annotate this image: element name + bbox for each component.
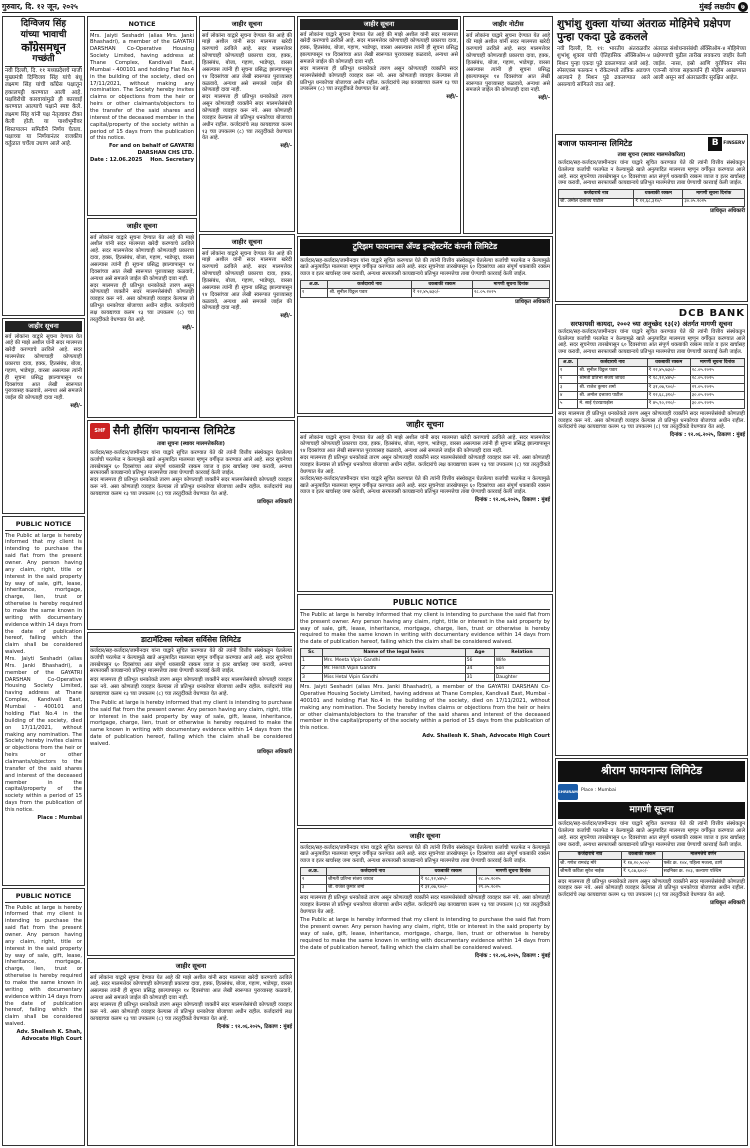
page-number: ७ — [738, 2, 748, 12]
bajaj-title: बजाज फायनान्स लिमिटेड — [558, 138, 633, 148]
society-notice-title: NOTICE — [90, 19, 194, 31]
society-notice-text: Mrs. Jaiyti Seshadri (alias Mrs. Janki Bhashadri), a member of the GAYATRI DARSHAN Co-Operative Housing Society Limited, having address at Thane Complex, Kandivali East, Mumbai - 400101 and holding Flat No.4 in the building of the society, died on 17/11/2021, without making any nomination. The Society hereby invites claims or objections from the heir or heirs or other claimants/objectors to the transfer of the said shares and interest of the deceased member in the capital/property of the society within a period of 15 days from the publication of this notice. — [90, 32, 194, 142]
masthead — [2, 2, 748, 13]
dcb-th-4: मागणी सूचना दिनांक — [690, 359, 744, 367]
heirs-th-4: Relation — [494, 649, 549, 657]
bajaj-sign: प्राधिकृत अधिकारी — [710, 207, 745, 214]
col3-notice-1-text-b: सदर मालमत्ता ही प्रतिभूत धनकोकडे तारण असून कोणत्याही व्यक्तीने सदर मालमत्तेसंबंधी कोणताही व्यवहार करू नये. असा कोणताही व्यवहार केल्यास तो प्रतिभूत धनकोच्या बोजाच्या अधीन राहील. कर्जदारांचे लक्ष कायद्याच्या कलम १३ च्या उपकलम (८) च्या तरतुदींकडे वेधण्यात येत आहे. — [202, 94, 292, 142]
dcb-cell: १ — [559, 367, 578, 375]
dcb-cell: श्री. अमोल दत्तात्रय पाटील — [578, 392, 647, 400]
mb-th-4: मागणी सूचना दिनांक — [477, 868, 550, 876]
middle-lower-sign: दिनांक : १२.०६.२०२५, ठिकाण : मुंबई — [474, 497, 550, 504]
mb-th-1: अ.क्र. — [301, 868, 327, 876]
dcb-cell: ४ — [559, 392, 578, 400]
bottom-notice-left — [87, 958, 295, 1146]
bajaj-text: कर्जदार/सह-कर्जदार/जामीनदार यांना याद्वारे सूचित करण्यात येते की त्यांनी वित्तीय संस्थेकडून घेतलेल्या कर्जाची परतफेड न केल्यामुळे खाते अनुत्पादित मालमत्ता म्हणून वर्गीकृत करण्यात आले आहे. सदर सूचनेच्या तारखेपासून ६० दिवसांच्या आत संपूर्ण थकबाकी रक्कम व्याज व इतर खर्चासह जमा करावी, अन्यथा सरफायसी कायद्यान्वये प्रतिभूत मालमत्तेचा ताबा घेण्याची कारवाई केली जाईल. — [558, 159, 745, 187]
saini-text-2: सदर मालमत्ता ही प्रतिभूत धनकोकडे तारण असून कोणत्याही व्यक्तीने सदर मालमत्तेसंबंधी कोणताही व्यवहार करू नये. असा कोणताही व्यवहार केल्यास तो प्रतिभूत धनकोच्या बोजाच्या अधीन राहील. कर्जदारांचे लक्ष कायद्याच्या कलम १३ च्या उपकलम (८) च्या तरतुदींकडे वेधण्यात येत आहे. — [90, 477, 292, 498]
public-notice-schedule — [297, 594, 553, 826]
dcb-cell: मे. साई एंटरप्रायझेस — [578, 400, 647, 408]
col3-notice-2-text: सर्व लोकांना याद्वारे सूचना देण्यात येत आहे की माझे अशील यांनी सदर मालमत्ता खरेदी करण्याचे ठरविले आहे. सदर मालमत्तेवर कोणाचाही कोणत्याही प्रकारचा दावा, हक्क, हितसंबंध, बोजा, गहाण, भाडेपट्टा, वारसा असल्यास त्यांनी ही सूचना प्रसिद्ध झाल्यापासून १४ दिवसांच्या आत लेखी स्वरूपात पुराव्यासह कळवावे, अन्यथा असे समजले जाईल की कोणताही दावा नाही. — [202, 250, 292, 312]
shriram-cell: ₹ १४,२०,५००/- — [622, 860, 663, 868]
col3-notice-2 — [199, 234, 295, 418]
headline-title: शुभांशु शुक्ला यांच्या अंतराळ मोहिमेचे प्रक्षेपण पुन्हा एकदा पुढे ढकलले — [557, 18, 731, 44]
dcb-text-2: सदर मालमत्ता ही प्रतिभूत धनकोकडे तारण असून कोणत्याही व्यक्तीने सदर मालमत्तेसंबंधी कोणताही व्यवहार करू नये. असा कोणताही व्यवहार केल्यास तो प्रतिभूत धनकोच्या बोजाच्या अधीन राहील. कर्जदारांचे लक्ष कायद्याच्या कलम १३ च्या उपकलम (८) च्या तरतुदींकडे वेधण्यात येत आहे. — [558, 410, 745, 431]
dcb-cell: ₹ १२,६८,३१०/- — [647, 392, 690, 400]
dcb-logo: DCB BANK — [678, 308, 745, 319]
tourism-th-3: थकबाकी रक्कम — [411, 281, 472, 289]
society-secretary: Hon. Secretary — [150, 157, 194, 164]
heirs-cell: 34 — [465, 665, 494, 673]
dcb-cell: ३०.०५.२०२५ — [690, 392, 744, 400]
story-title-3: काँग्रेसमधून — [21, 40, 66, 54]
shriram-table — [558, 851, 745, 877]
tourism-table — [300, 280, 550, 298]
col3-notice-1-text: सर्व लोकांना याद्वारे सूचना देण्यात येत आहे की माझे अशील यांनी सदर मालमत्ता खरेदी करण्याचे ठरविले आहे. सदर मालमत्तेवर कोणाचाही कोणत्याही प्रकारचा दावा, हक्क, हितसंबंध, बोजा, गहाण, भाडेपट्टा, वारसा असल्यास त्यांनी ही सूचना प्रसिद्ध झाल्यापासून १४ दिवसांच्या आत लेखी स्वरूपात पुराव्यासह कळवावे, अन्यथा असे समजले जाईल की कोणताही दावा नाही. — [202, 32, 292, 94]
middle-lower-text-b: सदर मालमत्ता ही प्रतिभूत धनकोकडे तारण असून कोणत्याही व्यक्तीने सदर मालमत्तेसंबंधी कोणताही व्यवहार करू नये. असा कोणताही व्यवहार केल्यास तो प्रतिभूत धनकोच्या बोजाच्या अधीन राहील. कर्जदारांचे लक्ष कायद्याच्या कलम १३ च्या उपकलम (८) च्या तरतुदींकडे वेधण्यात येत आहे. — [300, 455, 550, 475]
col3-notice-1-sign: सही/- — [280, 143, 292, 150]
datamatics-title: डाटामॅटिक्स ग्लोबल सर्विसेस लिमिटेड — [141, 635, 241, 644]
mb-cell: श्री. राजेश कुमार शर्मा — [326, 884, 419, 892]
masthead-paper-name: मुंबई लक्षदीप — [699, 2, 735, 12]
col3-notice-1-title: जाहीर सूचना — [202, 19, 292, 31]
dcb-cell: ₹ २२,४५,७३०/- — [647, 367, 690, 375]
jahir-notice-sign: सही/- — [538, 95, 550, 102]
bajaj-finserv: FINSERV — [723, 141, 745, 147]
story-title-2: यांच्या भावाची — [20, 29, 67, 40]
dcb-text: कर्जदार/सह-कर्जदार/जामीनदार यांना याद्वारे सूचित करण्यात येते की त्यांनी वित्तीय संस्थेकडून घेतलेल्या कर्जाची परतफेड न केल्यामुळे खाते अनुत्पादित मालमत्ता म्हणून वर्गीकृत करण्यात आले आहे. सदर सूचनेच्या तारखेपासून ६० दिवसांच्या आत संपूर्ण थकबाकी रक्कम व्याज व इतर खर्चासह जमा करावी, अन्यथा सरफायसी कायद्यान्वये प्रतिभूत मालमत्तेचा ताबा घेण्याची कारवाई केली जाईल. — [558, 328, 745, 356]
third-column — [199, 16, 295, 418]
story-body: नवी दिल्ली, दि. ११ मध्यप्रदेशचे माजी मुख्यमंत्री दिग्विजय सिंह यांचे बंधू लक्ष्मण सिंह यांची काँग्रेस पक्षातून हकालपट्टी करण्यात आली आहे. पक्षविरोधी कारवायांमुळे ही कारवाई करण्यात आल्याचे पक्षाने स्पष्ट केले. लक्ष्मण सिंह यांनी पक्ष नेतृत्वावर टीका केली होती. या पार्श्वभूमीवर शिस्तपालन समितीने निर्णय घेतला. पक्षाच्या या निर्णयानंतर राजकीय वर्तुळात चर्चेला उधाण आले आहे. — [5, 67, 82, 148]
bajaj-cell: ₹ १२,६८,३१०/- — [634, 198, 683, 206]
datamatics-text-2: सदर मालमत्ता ही प्रतिभूत धनकोकडे तारण असून कोणत्याही व्यक्तीने सदर मालमत्तेसंबंधी कोणताही व्यवहार करू नये. असा कोणताही व्यवहार केल्यास तो प्रतिभूत धनकोच्या बोजाच्या अधीन राहील. कर्जदारांचे लक्ष कायद्याच्या कलम १३ च्या उपकलम (८) च्या तरतुदींकडे वेधण्यात येत आहे. — [90, 677, 292, 698]
mb-cell: २ — [301, 876, 327, 884]
bajaj-cell: श्री. अमोल दत्तात्रय पाटील — [559, 198, 634, 206]
saini-text: कर्जदार/सह-कर्जदार/जामीनदार यांना याद्वारे सूचित करण्यात येते की त्यांनी वित्तीय संस्थेकडून घेतलेल्या कर्जाची परतफेड न केल्यामुळे खाते अनुत्पादित मालमत्ता म्हणून वर्गीकृत करण्यात आले आहे. सदर सूचनेच्या तारखेपासून ६० दिवसांच्या आत संपूर्ण थकबाकी रक्कम व्याज व इतर खर्चासह जमा करावी, अन्यथा सरफायसी कायद्यान्वये प्रतिभूत मालमत्तेचा ताबा घेण्याची कारवाई केली जाईल. — [90, 449, 292, 477]
dcb-th-3: थकबाकी रक्कम — [647, 359, 690, 367]
heirs-cell: Miss Hetal Vipin Gandhi — [322, 673, 465, 681]
mb-cell: २८.०५.२०२५ — [477, 876, 550, 884]
heirs-cell: Wife — [494, 657, 549, 665]
dcb-cell: ३ — [559, 383, 578, 391]
notice-sign: सही/- — [70, 403, 82, 410]
tourism-th-4: मागणी सूचना दिनांक — [473, 281, 550, 289]
left-public-notice-2 — [2, 888, 85, 1146]
shriram-th-2: थकबाकी रक्कम — [622, 851, 663, 859]
digvijay-story — [2, 16, 85, 316]
dcb-cell: ₹ १८,१२,४४५/- — [647, 375, 690, 383]
jahir-notice-title: जाहीर नोटीस — [466, 19, 550, 31]
middle-lower-text-c: कर्जदार/सह-कर्जदार/जामीनदार यांना याद्वारे सूचित करण्यात येते की त्यांनी वित्तीय संस्थेकडून घेतलेल्या कर्जाची परतफेड न केल्यामुळे खाते अनुत्पादित मालमत्ता म्हणून वर्गीकृत करण्यात आले आहे. सदर सूचनेच्या तारखेपासून ६० दिवसांच्या आत संपूर्ण थकबाकी रक्कम व्याज व इतर खर्चासह जमा करावी, अन्यथा सरफायसी कायद्यान्वये प्रतिभूत मालमत्तेचा ताबा घेण्याची कारवाई केली जाईल. — [300, 475, 550, 496]
public-notice-2-text: The Public at large is hereby informed that my client is intending to purchase the said flat from the present owner. Any person having any claim, right, title or interest in the said property by way of sale, gift, lease, inheritance, mortgage, charge, lien, trust or otherwise is hereby required to make the same known in writing with documentary evidence within 14 days from the date of publication hereof, failing which the claim shall be considered waived. — [5, 904, 82, 1028]
headline-story — [555, 16, 748, 132]
shriram-cell: फ्लॅट क्र. १०४, पहिला मजला, ठाणे — [662, 860, 744, 868]
shriram-cell: श्रीमती कविता सुरेश नाईक — [559, 868, 622, 876]
saini-sign: प्राधिकृत अधिकारी — [257, 498, 292, 505]
public-notice-text: The Public at large is hereby informed that my client is intending to purchase the said flat from the present owner. Any person having any claim, right, title or interest in the said property by way of sale, gift, lease, inheritance, mortgage, charge, lien, trust or otherwise is hereby required to make the same known in writing with documentary evidence within 14 days from the date of publication hereof, failing which the claim shall be considered waived. — [5, 532, 82, 656]
shriram-notice-type: मागणी सूचना — [558, 802, 745, 820]
schedule-notice-text: The Public at large is hereby informed that my client is intending to purchase the said flat from the present owner. Any person having any claim, right, title or interest in the said property by way of sale, gift, lease, inheritance, mortgage, charge, lien, trust or otherwise is hereby required to make the same known in writing with documentary evidence within 14 days from the date of publication hereof, failing which the claim shall be considered waived. — [300, 611, 550, 646]
society-sign: For and on behalf of GAYATRI DARSHAN CHS LTD. — [108, 143, 194, 157]
bajaj-th-1: कर्जदाराचे नाव — [559, 190, 634, 198]
shriram-th-1: कर्जदाराचे नाव — [559, 851, 622, 859]
public-notice-sign: Place : Mumbai — [37, 814, 82, 821]
dcb-th-2: कर्जदाराचे नाव — [578, 359, 647, 367]
bajaj-table — [558, 189, 745, 207]
shriram-text-2: सदर मालमत्ता ही प्रतिभूत धनकोकडे तारण असून कोणत्याही व्यक्तीने सदर मालमत्तेसंबंधी कोणताही व्यवहार करू नये. असा कोणताही व्यवहार केल्यास तो प्रतिभूत धनकोच्या बोजाच्या अधीन राहील. कर्जदारांचे लक्ष कायद्याच्या कलम १३ च्या उपकलम (८) च्या तरतुदींकडे वेधण्यात येत आहे. — [558, 878, 745, 899]
heirs-cell: Daughter — [494, 673, 549, 681]
heirs-cell: 2 — [301, 665, 323, 673]
heirs-th-3: Age — [465, 649, 494, 657]
bajaj-notice-type: ताबा सूचना (स्थावर मालमत्तेकरिता) — [617, 152, 686, 158]
dcb-sign: दिनांक : १२.०६.२०२५, ठिकाण : मुंबई — [669, 432, 745, 439]
mb-th-3: थकबाकी रक्कम — [419, 868, 477, 876]
heirs-cell: 56 — [465, 657, 494, 665]
middle-notice-sign: सही/- — [446, 94, 458, 101]
tourism-finance-notice — [297, 236, 553, 414]
col3-notice-2-sign: सही/- — [280, 313, 292, 320]
dcb-cell: श्री. सुनील विठ्ठल पवार — [578, 367, 647, 375]
marathi-notice-2-title: जाहीर सूचना — [90, 221, 194, 233]
society-date: Date : 12.06.2025 — [90, 157, 143, 164]
society-notice — [87, 16, 197, 216]
dcb-table — [558, 358, 745, 409]
shriram-text: कर्जदार/सह-कर्जदार/जामीनदार यांना याद्वारे सूचित करण्यात येते की त्यांनी वित्तीय संस्थेकडून घेतलेल्या कर्जाची परतफेड न केल्यामुळे खाते अनुत्पादित मालमत्ता म्हणून वर्गीकृत करण्यात आले आहे. सदर सूचनेच्या तारखेपासून ६० दिवसांच्या आत संपूर्ण थकबाकी रक्कम व्याज व इतर खर्चासह जमा करावी, अन्यथा सरफायसी कायद्यान्वये प्रतिभूत मालमत्तेचा ताबा घेण्याची कारवाई केली जाईल. — [558, 821, 745, 848]
mb-th-2: कर्जदाराचे नाव — [326, 868, 419, 876]
schedule-notice-sign: Adv. Shailesh K. Shah, Advocate High Court — [422, 733, 550, 740]
masthead-date: गुरुवार, दि. १२ जून, २०२५ — [2, 2, 78, 12]
saini-title: सैनी हौसिंग फायनान्स लिमिटेड — [113, 423, 235, 437]
tourism-title: टुरिझम फायनान्स अ‍ॅण्ड इन्व्हेस्टमेंट कंपनी लिमिटेड — [300, 239, 550, 256]
tourism-sign: प्राधिकृत अधिकारी — [515, 298, 550, 305]
marathi-notice-2 — [87, 218, 197, 418]
jahir-notice-text: सर्व लोकांना याद्वारे सूचना देण्यात येत आहे की माझे अशील यांनी सदर मालमत्ता खरेदी करण्याचे ठरविले आहे. सदर मालमत्तेवर कोणाचाही कोणत्याही प्रकारचा दावा, हक्क, हितसंबंध, बोजा, गहाण, भाडेपट्टा, वारसा असल्यास त्यांनी ही सूचना प्रसिद्ध झाल्यापासून १४ दिवसांच्या आत लेखी स्वरूपात पुराव्यासह कळवावे, अन्यथा असे समजले जाईल की कोणताही दावा नाही. — [466, 32, 550, 94]
jahir-notice-right — [463, 16, 553, 234]
saini-notice-type: ताबा सूचना (स्थावर मालमत्तेकरिता) — [157, 441, 225, 447]
bottom-notice-left-text-b: सदर मालमत्ता ही प्रतिभूत धनकोकडे तारण असून कोणत्याही व्यक्तीने सदर मालमत्तेसंबंधी कोणताही व्यवहार करू नये. असा कोणताही व्यवहार केल्यास तो प्रतिभूत धनकोच्या बोजाच्या अधीन राहील. कर्जदारांचे लक्ष कायद्याच्या कलम १३ च्या उपकलम (८) च्या तरतुदींकडे वेधण्यात येत आहे. — [90, 1002, 292, 1022]
marathi-notice-2-sign: सही/- — [182, 324, 194, 331]
dcb-th-1: अ.क्र. — [559, 359, 578, 367]
mb-cell: ₹ ३१,०७,९००/- — [419, 884, 477, 892]
dcb-cell: २८.०५.२०२५ — [690, 375, 744, 383]
dcb-cell: २८.०५.२०२५ — [690, 367, 744, 375]
jahir-suchana-middle — [297, 16, 461, 234]
bottom-notice-left-title: जाहीर सूचना — [90, 961, 292, 973]
heirs-cell: 1 — [301, 657, 323, 665]
story-title-1: दिग्विजय सिंह — [20, 19, 67, 29]
middle-bottom-sign: दिनांक : १२.०६.२०२५, ठिकाण : मुंबई — [474, 952, 550, 959]
heirs-cell: 3 — [301, 673, 323, 681]
heirs-th-2: Name of the legal heirs — [322, 649, 465, 657]
tourism-cell: १ — [301, 289, 328, 297]
datamatics-text-3: The Public at large is hereby informed that my client is intending to purchase the said flat from the present owner. Any person having any claim, right, title or interest in the said property by way of sale, gift, lease, inheritance, mortgage, charge, lien, trust or otherwise is hereby required to make the same known in writing with documentary evidence within 14 days from the date of publication hereof, failing which the claim shall be considered waived. — [90, 699, 292, 748]
shriram-sign: प्राधिकृत अधिकारी — [710, 900, 745, 907]
shriram-address: Place : Mumbai — [581, 788, 617, 794]
public-notice-2-sign: Adv. Shailesh K. Shah, Advocate High Court — [16, 1029, 82, 1042]
shriram-cell: श्री. गणेश रामचंद्र मोरे — [559, 860, 622, 868]
middle-notice-title: जाहीर सूचना — [300, 19, 458, 30]
mb-cell: श्रीमती प्रतिभा संजय जाधव — [326, 876, 419, 884]
shriram-logo-icon — [558, 784, 578, 800]
heirs-cell: Mrs. Meeta Vipin Gandhi — [322, 657, 465, 665]
mb-cell: ३ — [301, 884, 327, 892]
public-notice-title: PUBLIC NOTICE — [5, 519, 82, 531]
notice-title: जाहीर सूचना — [5, 321, 82, 332]
bottom-notice-left-sign: दिनांक : १२.०६.२०२५, ठिकाण : मुंबई — [216, 1023, 292, 1030]
datamatics-text: कर्जदार/सह-कर्जदार/जामीनदार यांना याद्वारे सूचित करण्यात येते की त्यांनी वित्तीय संस्थेकडून घेतलेल्या कर्जाची परतफेड न केल्यामुळे खाते अनुत्पादित मालमत्ता म्हणून वर्गीकृत करण्यात आले आहे. सदर सूचनेच्या तारखेपासून ६० दिवसांच्या आत संपूर्ण थकबाकी रक्कम व्याज व इतर खर्चासह जमा करावी, अन्यथा सरफायसी कायद्यान्वये प्रतिभूत मालमत्तेचा ताबा घेण्याची कारवाई केली जाईल. — [90, 647, 292, 675]
bajaj-th-2: थकबाकी रक्कम — [634, 190, 683, 198]
heirs-cell: Son — [494, 665, 549, 673]
dcb-cell: ₹ ३१,०७,९००/- — [647, 383, 690, 391]
shriram-title: श्रीराम फायनान्स लिमिटेड — [600, 764, 703, 777]
shriram-finance-notice — [555, 758, 748, 1146]
middle-notice-text-b: सदर मालमत्ता ही प्रतिभूत धनकोकडे तारण असून कोणत्याही व्यक्तीने सदर मालमत्तेसंबंधी कोणताही व्यवहार करू नये. असा कोणताही व्यवहार केल्यास तो प्रतिभूत धनकोच्या बोजाच्या अधीन राहील. कर्जदारांचे लक्ष कायद्याच्या कलम १३ च्या उपकलम (८) च्या तरतुदींकडे वेधण्यात येत आहे. — [300, 65, 458, 93]
middle-lower-notice — [297, 416, 553, 592]
middle-bottom-notice — [297, 828, 553, 1146]
schedule-notice-text-2: Mrs. Jaiyti Seshadri (alias Mrs. Janki Bhashadri), a member of the GAYATRI DARSHAN Co-Operative Housing Society Limited, having address at Thane Complex, Kandivali East, Mumbai - 400101 and holding Flat No.4 in the building of the society, died on 17/11/2021, without making any nomination. The Society hereby invites claims or objections from the heir or heirs or other claimants/objectors to the transfer of the said shares and interest of the deceased member in the capital/property of the society within a period of 15 days from the publication of this notice. — [300, 684, 550, 732]
schedule-notice-title: PUBLIC NOTICE — [300, 597, 550, 610]
middle-bottom-text: कर्जदार/सह-कर्जदार/जामीनदार यांना याद्वारे सूचित करण्यात येते की त्यांनी वित्तीय संस्थेकडून घेतलेल्या कर्जाची परतफेड न केल्यामुळे खाते अनुत्पादित मालमत्ता म्हणून वर्गीकृत करण्यात आले आहे. सदर सूचनेच्या तारखेपासून ६० दिवसांच्या आत संपूर्ण थकबाकी रक्कम व्याज व इतर खर्चासह जमा करावी, अन्यथा सरफायसी कायद्यान्वये प्रतिभूत मालमत्तेचा ताबा घेण्याची कारवाई केली जाईल. — [300, 844, 550, 865]
shriram-th-3: मालमत्तेचे वर्णन — [662, 851, 744, 859]
tourism-th-1: अ.क्र. — [301, 281, 328, 289]
heirs-table — [300, 648, 550, 682]
mb-cell: २९.०५.२०२५ — [477, 884, 550, 892]
marathi-notice-2-text: सर्व लोकांना याद्वारे सूचना देण्यात येत आहे की माझे अशील यांनी सदर मालमत्ता खरेदी करण्याचे ठरविले आहे. सदर मालमत्तेवर कोणाचाही कोणत्याही प्रकारचा दावा, हक्क, हितसंबंध, बोजा, गहाण, भाडेपट्टा, वारसा असल्यास त्यांनी ही सूचना प्रसिद्ध झाल्यापासून १४ दिवसांच्या आत लेखी स्वरूपात पुराव्यासह कळवावे, अन्यथा असे समजले जाईल की कोणताही दावा नाही. — [90, 234, 194, 282]
dcb-cell: श्रीमती प्रतिभा संजय जाधव — [578, 375, 647, 383]
public-notice-2-title: PUBLIC NOTICE — [5, 891, 82, 903]
bajaj-finance-notice — [555, 134, 748, 302]
tourism-text: कर्जदार/सह-कर्जदार/जामीनदार यांना याद्वारे सूचित करण्यात येते की त्यांनी वित्तीय संस्थेकडून घेतलेल्या कर्जाची परतफेड न केल्यामुळे खाते अनुत्पादित मालमत्ता म्हणून वर्गीकृत करण्यात आले आहे. सदर सूचनेच्या तारखेपासून ६० दिवसांच्या आत संपूर्ण थकबाकी रक्कम व्याज व इतर खर्चासह जमा करावी, अन्यथा सरफायसी कायद्यान्वये प्रतिभूत मालमत्तेचा ताबा घेण्याची कारवाई केली जाईल. — [300, 257, 550, 278]
middle-bottom-title: जाहीर सूचना — [300, 831, 550, 843]
bajaj-th-3: मागणी सूचना दिनांक — [683, 190, 745, 198]
tourism-th-2: कर्जदाराचे नाव — [328, 281, 411, 289]
marathi-notice-2-text-b: सदर मालमत्ता ही प्रतिभूत धनकोकडे तारण असून कोणत्याही व्यक्तीने सदर मालमत्तेसंबंधी कोणताही व्यवहार करू नये. असा कोणताही व्यवहार केल्यास तो प्रतिभूत धनकोच्या बोजाच्या अधीन राहील. कर्जदारांचे लक्ष कायद्याच्या कलम १३ च्या उपकलम (८) च्या तरतुदींकडे वेधण्यात येत आहे. — [90, 282, 194, 323]
tourism-cell: ₹ २२,४५,७३०/- — [411, 289, 472, 297]
headline-col2: अंतराळ संशोधनासंबंधी अ‍ॅक्सिओम-४ मोहिमेच्या प्रक्षेपणाची पुढील तारीख लवकरच जाहीर केली जाईल. नासा, इस्रो आणि युरोपियन स्पेस एजन्सी यांच्या सहकार्याने ही मोहीम आखण्यात आली असून सर्व अंतराळवीर सुरक्षित आहेत. — [653, 46, 746, 81]
shriram-cell: ₹ ९,८७,६००/- — [622, 868, 663, 876]
left-public-notice — [2, 516, 85, 886]
dcb-cell: ५ — [559, 400, 578, 408]
heirs-cell: 31 — [465, 673, 494, 681]
heirs-th-1: Sr. — [301, 649, 323, 657]
left-column — [2, 16, 85, 1146]
dcb-cell: श्री. राजेश कुमार शर्मा — [578, 383, 647, 391]
saini-housing-notice — [87, 420, 295, 630]
col3-notice-2-title: जाहीर सूचना — [202, 237, 292, 249]
dcb-title: सरफायसी कायदा, २००२ च्या अनुच्छेद १३(२) अंतर्गत मागणी सूचना — [570, 320, 733, 329]
tourism-cell: श्री. सुनील विठ्ठल पवार — [328, 289, 411, 297]
bajaj-cell: ३०.०५.२०२५ — [683, 198, 745, 206]
col3-notice-1 — [199, 16, 295, 232]
shriram-logo-text: SHRIRAM — [558, 789, 578, 795]
middle-lower-text: सर्व लोकांना याद्वारे सूचना देण्यात येत आहे की माझे अशील यांनी सदर मालमत्ता खरेदी करण्याचे ठरविले आहे. सदर मालमत्तेवर कोणाचाही कोणत्याही प्रकारचा दावा, हक्क, हितसंबंध, बोजा, गहाण, भाडेपट्टा, वारसा असल्यास त्यांनी ही सूचना प्रसिद्ध झाल्यापासून १४ दिवसांच्या आत लेखी स्वरूपात पुराव्यासह कळवावे, अन्यथा असे समजले जाईल की कोणताही दावा नाही. — [300, 434, 550, 455]
dcb-bank-notice — [555, 304, 748, 756]
datamatics-sign: प्राधिकृत अधिकारी — [257, 748, 292, 755]
headline-col1: नवी दिल्ली, दि. ११: भारतीय अंतराळवीर शुभांशु शुक्ला यांची ऐतिहासिक अ‍ॅक्सिओम-४ मिशन पुन्हा एकदा पुढे ढकलण्यात आले आहे. स्पेसएक्स फाल्कन ९ रॉकेटमध्ये तांत्रिक अडचण आल्याने हे मिशन पुढे ढकलण्यात आले असल्याचे सांगितले जात आहे. — [557, 46, 650, 88]
middle-bottom-text-2: सदर मालमत्ता ही प्रतिभूत धनकोकडे तारण असून कोणत्याही व्यक्तीने सदर मालमत्तेसंबंधी कोणताही व्यवहार करू नये. असा कोणताही व्यवहार केल्यास तो प्रतिभूत धनकोच्या बोजाच्या अधीन राहील. कर्जदारांचे लक्ष कायद्याच्या कलम १३ च्या उपकलम (८) च्या तरतुदींकडे वेधण्यात येत आहे. — [300, 894, 550, 915]
dcb-cell: ₹ ४५,९०,२२०/- — [647, 400, 690, 408]
middle-lower-title: जाहीर सूचना — [300, 419, 550, 433]
public-notice-text-2: Mrs. Jaiyti Seshadri (alias Mrs. Janki Bhashadri), a member of the GAYATRI DARSHAN Co-Operative Housing Society Limited, having address at Thane Complex, Kandivali East, Mumbai - 400101 and holding Flat No.4 in the building of the society, died on 17/11/2021, without making any nomination. The Society hereby invites claims or objections from the heir or heirs or other claimants/objectors to the transfer of the said shares and interest of the deceased member in the capital/property of the society within a period of 15 days from the publication of this notice. — [5, 656, 82, 813]
datamatics-notice — [87, 632, 295, 956]
middle-bottom-text-3: The Public at large is hereby informed that my client is intending to purchase the said flat from the present owner. Any person having any claim, right, title or interest in the said property by way of sale, gift, lease, inheritance, mortgage, charge, lien, trust or otherwise is hereby required to make the same known in writing with documentary evidence within 14 days from the date of publication hereof, failing which the claim shall be considered waived. — [300, 917, 550, 951]
mb-cell: ₹ १८,१२,४४५/- — [419, 876, 477, 884]
dcb-cell: २९.०५.२०२५ — [690, 383, 744, 391]
dcb-cell: ३०.०५.२०२५ — [690, 400, 744, 408]
shriram-cell: सदनिका क्र. २०३, कल्याण पश्चिम — [662, 868, 744, 876]
shriram-banner — [558, 761, 745, 782]
story-title-4: गच्छंती — [32, 53, 55, 64]
bajaj-logo-icon: B — [708, 137, 722, 151]
notice-text: सर्व लोकांना याद्वारे सूचना देण्यात येत आहे की माझे अशील यांनी सदर मालमत्ता खरेदी करण्याचे ठरविले आहे. सदर मालमत्तेवर कोणाचाही कोणत्याही प्रकारचा दावा, हक्क, हितसंबंध, बोजा, गहाण, भाडेपट्टा, वारसा असल्यास त्यांनी ही सूचना प्रसिद्ध झाल्यापासून १४ दिवसांच्या आत लेखी स्वरूपात पुराव्यासह कळवावे, अन्यथा असे समजले जाईल की कोणताही दावा नाही. — [5, 333, 82, 402]
heirs-cell: Mr. Hersh Vipin Gandhi — [322, 665, 465, 673]
middle-notice-text: सर्व लोकांना याद्वारे सूचना देण्यात येत आहे की माझे अशील यांनी सदर मालमत्ता खरेदी करण्याचे ठरविले आहे. सदर मालमत्तेवर कोणाचाही कोणत्याही प्रकारचा दावा, हक्क, हितसंबंध, बोजा, गहाण, भाडेपट्टा, वारसा असल्यास त्यांनी ही सूचना प्रसिद्ध झाल्यापासून १४ दिवसांच्या आत लेखी स्वरूपात पुराव्यासह कळवावे, अन्यथा असे समजले जाईल की कोणताही दावा नाही. — [300, 31, 458, 66]
middle-bottom-table — [300, 867, 550, 893]
tourism-cell: २८.०५.२०२५ — [473, 289, 550, 297]
bottom-notice-left-text: सर्व लोकांना याद्वारे सूचना देण्यात येत आहे की माझे अशील यांनी सदर मालमत्ता खरेदी करण्याचे ठरविले आहे. सदर मालमत्तेवर कोणाचाही कोणत्याही प्रकारचा दावा, हक्क, हितसंबंध, बोजा, गहाण, भाडेपट्टा, वारसा असल्यास त्यांनी ही सूचना प्रसिद्ध झाल्यापासून १४ दिवसांच्या आत लेखी स्वरूपात पुराव्यासह कळवावे, अन्यथा असे समजले जाईल की कोणताही दावा नाही. — [90, 974, 292, 1002]
dcb-cell: २ — [559, 375, 578, 383]
left-notice-1 — [2, 318, 85, 514]
saini-logo-icon: SHF — [90, 423, 110, 439]
